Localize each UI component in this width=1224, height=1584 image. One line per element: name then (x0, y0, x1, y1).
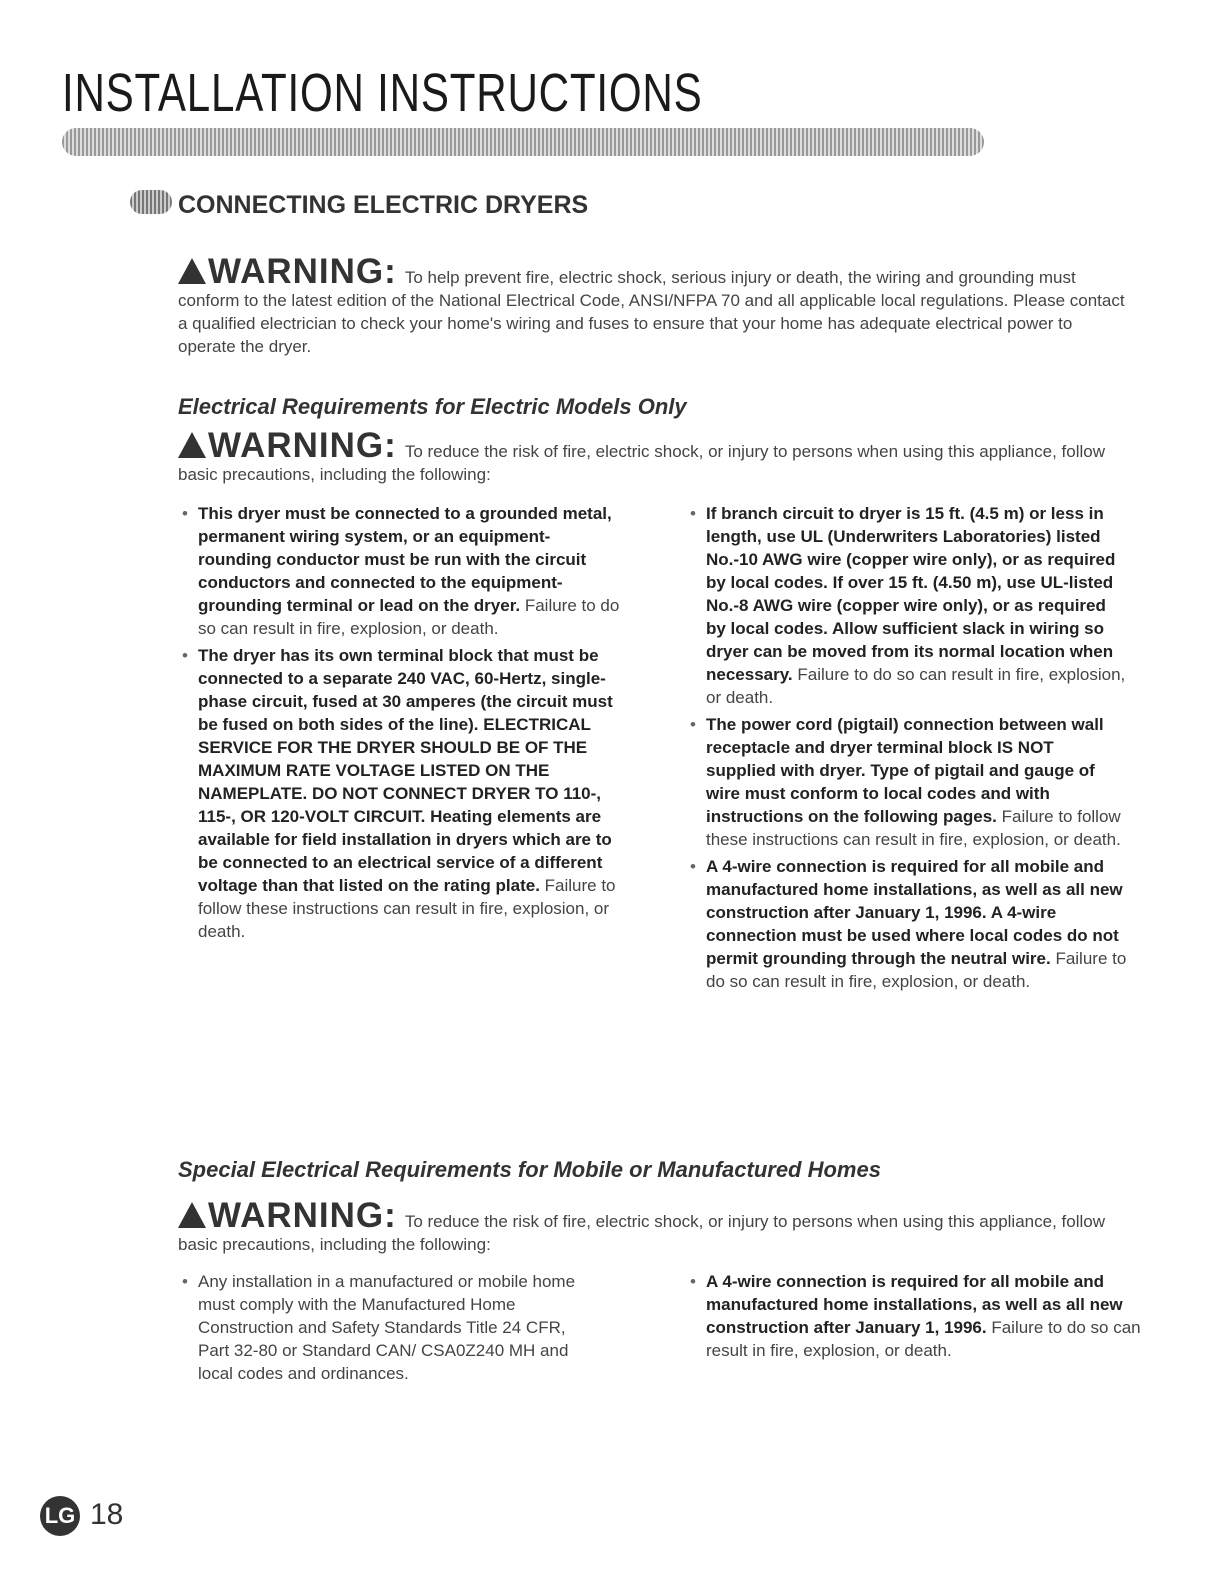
header-divider-bar (62, 128, 984, 156)
warning-general (178, 252, 1128, 358)
warning-label-text: WARNING: (208, 426, 397, 465)
list-item: • The dryer has its own terminal block that must be connected to a separate 240 VAC, 60-Hertz, single-phase circuit, fused at 30 amperes (the circuit must be fused on both sides of the line). ELECTRICAL SERVICE FOR THE DRYER SHOULD BE OF THE MAXIMUM RATE VOLTAGE LISTED ON THE NAMEPLATE. DO NOT CONNECT DRYER TO 110-, 115-, OR 120-VOLT CIRCUIT. Heating elements are available for field installation in dryers which are to be connected to an electrical service of a different voltage than that listed on the rating plate. Failure to follow these instructions can result in fire, explosion, or death. (180, 644, 620, 943)
electric-left-column (180, 502, 620, 947)
section-title: CONNECTING ELECTRIC DRYERS (178, 191, 589, 219)
list-item: • This dryer must be connected to a grounded metal, permanent wiring system, or an equipment- rounding conductor must be run with the circuit conductors and connected to the equipment-grounding terminal or lead on the dryer. Failure to do so can result in fire, explosion, or death. (180, 502, 620, 640)
warning-label-text: WARNING: (208, 1196, 397, 1235)
section-bullet-icon (130, 190, 172, 214)
warning-triangle-icon (178, 1202, 206, 1228)
lg-logo-icon: LG (40, 1496, 80, 1536)
page-number: 18 (90, 1498, 124, 1531)
warning-text: To reduce the risk of fire, electric shock, or injury to persons when using this appliance, follow basic precautions, including the following: (178, 1212, 1105, 1254)
electric-right-column (688, 502, 1128, 997)
mobile-right-column (688, 1270, 1148, 1366)
list-item: • A 4-wire connection is required for all mobile and manufactured home installations, as well as all new construction after January 1, 1996. A 4-wire connection must be used where local codes do not permit grounding through the neutral wire. Failure to do so can result in fire, explosion, or death. (688, 855, 1128, 993)
list-item: • The power cord (pigtail) connection between wall receptacle and dryer terminal block IS NOT supplied with dryer. Type of pigtail and gauge of wire must conform to local codes and with instructions on the following pages. Failure to follow these instructions can result in fire, explosion, or death. (688, 713, 1128, 851)
warning-label-text: WARNING: (208, 252, 397, 291)
subheading-mobile: Special Electrical Requirements for Mobile or Manufactured Homes (178, 1157, 881, 1182)
list-item: • Any installation in a manufactured or mobile home must comply with the Manufactured Home Construction and Safety Standards Title 24 CFR, Part 32-80 or Standard CAN/ CSA0Z240 MH and local codes and ordinances. (180, 1270, 600, 1385)
warning-electric (178, 426, 1128, 486)
warning-triangle-icon (178, 258, 206, 284)
mobile-left-column (180, 1270, 600, 1389)
subheading-electric: Electrical Requirements for Electric Models Only (178, 394, 687, 419)
warning-label (178, 252, 397, 291)
list-item: • A 4-wire connection is required for all mobile and manufactured home installations, as well as all new construction after January 1, 1996. Failure to do so can result in fire, explosion, or death. (688, 1270, 1148, 1362)
warning-mobile (178, 1196, 1128, 1256)
warning-triangle-icon (178, 432, 206, 458)
list-item: • If branch circuit to dryer is 15 ft. (4.5 m) or less in length, use UL (Underwriters Laboratories) listed No.-10 AWG wire (copper wire only), or as required by local codes. If over 15 ft. (4.50 m), use UL-listed No.-8 AWG wire (copper wire only), or as required by local codes. Allow sufficient slack in wiring so dryer can be moved from its normal location when necessary. Failure to do so can result in fire, explosion, or death. (688, 502, 1128, 709)
warning-text: To help prevent fire, electric shock, serious injury or death, the wiring and grounding must conform to the latest edition of the National Electrical Code, ANSI/NFPA 70 and all applicable local regulations. Please contact a qualified electrician to check your home's wiring and fuses to ensure that your home has adequate electrical power to operate the dryer. (178, 268, 1125, 356)
page-title: INSTALLATION INSTRUCTIONS (62, 63, 703, 123)
warning-text: To reduce the risk of fire, electric shock, or injury to persons when using this appliance, follow basic precautions, including the following: (178, 442, 1105, 484)
